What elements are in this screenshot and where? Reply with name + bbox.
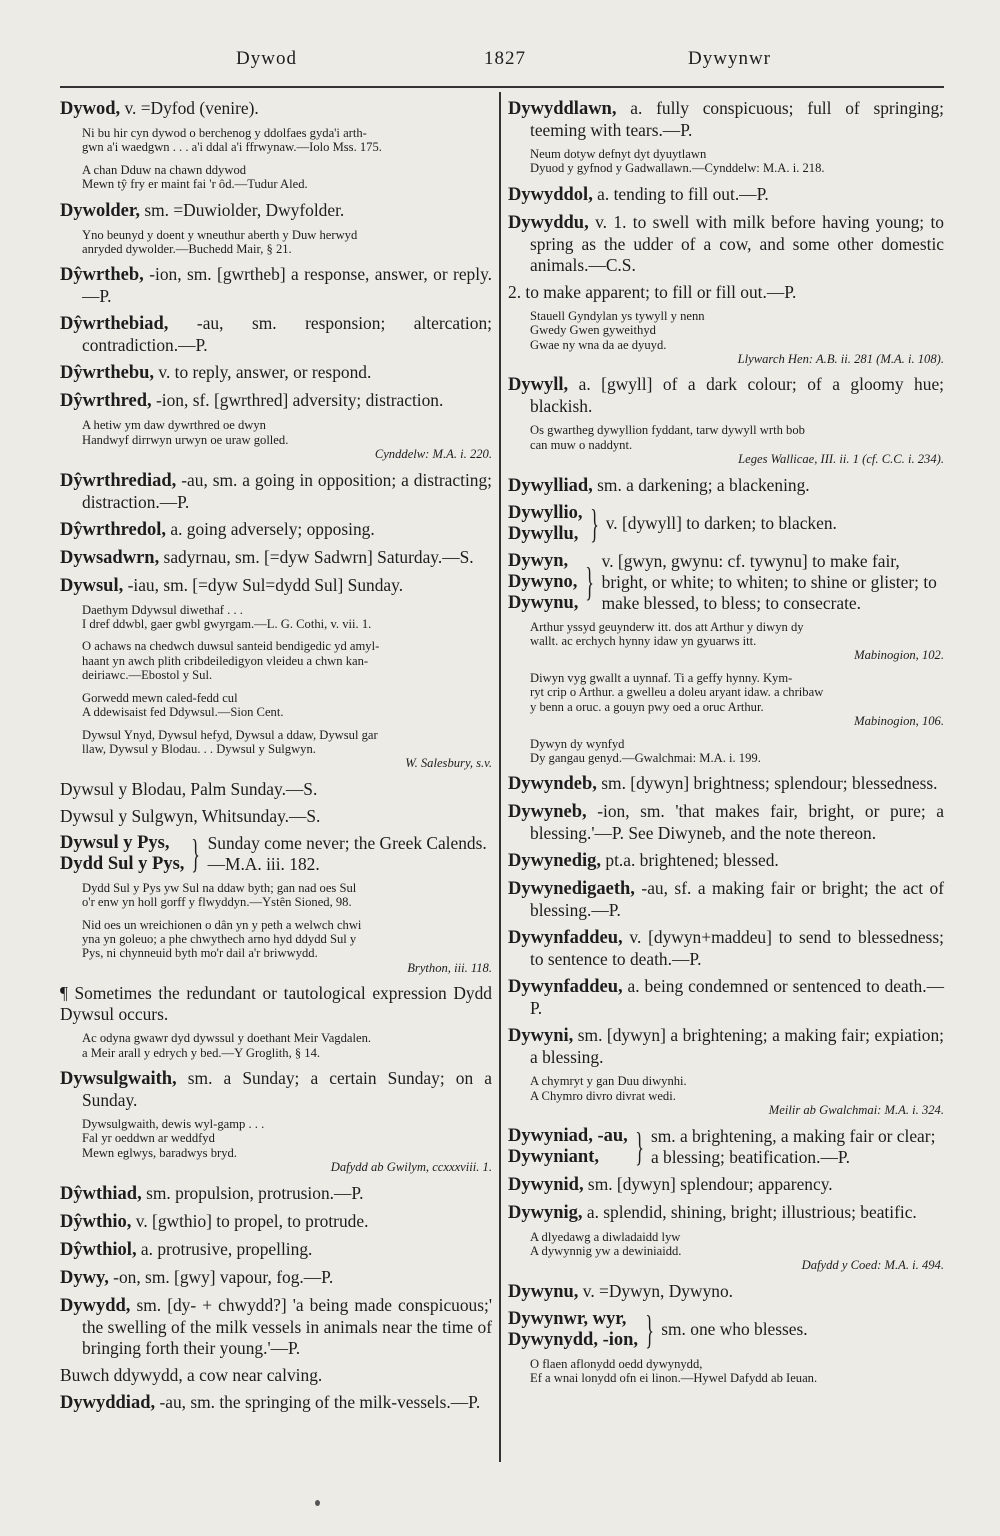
headword: Dŷwrthebu,	[60, 363, 155, 384]
definition: Sunday come never; the Greek Calends.—M.A. iii. 182.	[207, 832, 487, 874]
headword: Dywsul,	[60, 575, 124, 596]
quote-line: Dydd Sul y Pys yw Sul na ddaw byth; gan nad oes Sul	[82, 880, 357, 895]
quote-line: Dywsul Ynyd, Dywsul hefyd, Dywsul a ddaw, Dywsul gar	[82, 727, 378, 742]
dictionary-entry	[508, 850, 944, 872]
quote-source: Brython, iii. 118.	[407, 960, 492, 975]
definition: -ion, sm. 'that makes fair, bright, or pure; a blessing.'—P. See Diwyneb, and the note thereon.	[530, 801, 944, 844]
quote-line: wallt. ac erchych hynny idaw yn gyuarws itt.	[530, 634, 757, 649]
definition: -ion, sf. [gwrthred] adversity; distraction.	[151, 390, 444, 411]
quote-line: A chymryt y gan Duu diwynhi.	[530, 1074, 687, 1089]
dictionary-entry	[508, 282, 944, 303]
dictionary-entry	[508, 184, 944, 206]
quote-line: yna yn goleuo; a phe chwythech arno hyd ddydd Sul y	[82, 931, 357, 946]
quote-line: o'r enw yn holl gorff y flwyddyn.—Ystên Sioned, 98.	[82, 895, 352, 910]
definition: sm. [dywyn] brightness; splendour; blessedness.	[596, 773, 938, 794]
quote-line: A ddewisaist fed Ddywsul.—Sion Cent.	[82, 705, 284, 720]
definition: sm. a darkening; a blackening.	[592, 474, 810, 495]
headword: Dywsul y Pys,	[60, 832, 170, 853]
headword: Dywynu,	[508, 592, 579, 613]
definition: sadyrnau, sm. [=dyw Sadwrn] Saturday.—S.	[159, 546, 474, 567]
citation-quote	[530, 620, 944, 663]
headword: Dywyddlawn,	[508, 99, 617, 119]
definition: a. being condemned or sentenced to death.—P.	[530, 976, 944, 1019]
dictionary-entry	[60, 1068, 492, 1111]
definition: -au, sm. responsion; altercation; contradiction.—P.	[82, 313, 492, 356]
quote-line: O achaws na chedwch duwsul santeid bendigedic yd amyl-	[82, 639, 380, 654]
grouped-entry	[508, 500, 944, 546]
quote-source: Dafydd y Coed: M.A. i. 494.	[801, 1258, 944, 1273]
dictionary-entry	[508, 773, 944, 795]
headword: Dywsulgwaith,	[60, 1068, 177, 1089]
dictionary-entry	[508, 878, 944, 921]
quote-line: haant yn awch plith cribdeiledigyon vleideu a chwn kan-	[82, 653, 369, 668]
quote-line: ryt crip o Arthur. a gwelleu a doleu aryant idaw. a chribaw	[530, 685, 824, 700]
definition: a. protrusive, propelling.	[136, 1238, 313, 1259]
dictionary-entry	[60, 575, 492, 597]
quote-line: A dywynnig yw a dewiniaidd.	[530, 1243, 682, 1258]
quote-source: W. Salesbury, s.v.	[405, 756, 492, 771]
definition: sm. [dywyn] a brightening; a making fair; expiation; a blessing.	[530, 1025, 944, 1068]
quote-line: Pys, ni chynneuid byth mo'r dail a'r briwwydd.	[82, 946, 318, 961]
dictionary-entry	[60, 547, 492, 569]
page-header	[60, 48, 944, 76]
quote-line: Ac odyna gwawr dyd dywssul y doethant Meir Vagdalen.	[82, 1031, 372, 1046]
dictionary-entry	[60, 390, 492, 412]
dictionary-entry	[508, 976, 944, 1019]
headword: Dŷwrthred,	[60, 391, 152, 412]
grouped-entry	[60, 830, 492, 876]
quote-line: Nid oes un wreichionen o dân yn y peth a welwch chwi	[82, 917, 362, 932]
definition: v. [gwyn, gwynu: cf. tywynu] to make fair, bright, or white; to whiten; to shine or glister; to make blessed, to bless; to consecrate.	[601, 550, 937, 613]
dictionary-entry	[60, 470, 492, 513]
grouped-headwords	[508, 1309, 638, 1351]
dictionary-entry	[60, 779, 492, 800]
citation-quote	[82, 603, 492, 632]
brace-symbol: }	[635, 1123, 644, 1169]
headword: Dywynfaddeu,	[508, 977, 623, 998]
definition: sm. a Sunday; a certain Sunday; on a Sunday.	[82, 1067, 492, 1110]
quote-line: Mewn eglwys, baradwys bryd.	[82, 1145, 237, 1160]
definition: Dywsul y Blodau, Palm Sunday.—S.	[60, 778, 318, 799]
quote-line: Dyuod y gyfnod y Gadwallawn.—Cynddelw: M.A. i. 218.	[530, 161, 825, 176]
quote-line: Fal yr oeddwn ar weddfyd	[82, 1131, 215, 1146]
citation-quote	[82, 418, 492, 461]
citation-quote	[82, 728, 492, 771]
quote-line: can muw o naddynt.	[530, 437, 633, 452]
headword: Dywyllio,	[508, 502, 583, 523]
headword: Dŷwthiol,	[60, 1239, 137, 1260]
headword: Dywyll,	[508, 375, 569, 396]
headword: Dywyneb,	[508, 802, 587, 823]
citation-quote	[530, 423, 944, 466]
quote-line: A Chymro divro divrat wedi.	[530, 1088, 676, 1103]
definition: sm. =Duwiolder, Dwyfolder.	[140, 199, 345, 220]
definition: v. =Dywyn, Dywyno.	[578, 1280, 733, 1301]
headword: Dywynfaddeu,	[508, 928, 623, 949]
headword: Dywylliad,	[508, 475, 593, 496]
dictionary-entry	[60, 1365, 492, 1386]
dictionary-entry	[508, 1025, 944, 1068]
quote-source: Meilir ab Gwalchmai: M.A. i. 324.	[768, 1103, 944, 1118]
brace-symbol: }	[645, 1306, 654, 1352]
definition: v. [gwthio] to propel, to protrude.	[131, 1210, 369, 1231]
definition: sm. a brightening, a making fair or clear; a blessing; beatification.—P.	[650, 1125, 936, 1167]
headword: Dywyno,	[508, 571, 578, 592]
headword: Dywyddu,	[508, 212, 589, 233]
quote-line: Daethym Ddywsul diwethaf . . .	[82, 602, 243, 617]
headword: Dŷwrthrediad,	[60, 470, 177, 491]
citation-quote	[82, 639, 492, 682]
quote-line: Mewn tŷ fry er maint fai 'r ôd.—Tudur Aled.	[82, 177, 308, 192]
quote-line: Yno beunyd y doent y wneuthur aberth y Duw herwyd	[82, 227, 358, 242]
quote-line: Dy gangau genyd.—Gwalchmai: M.A. i. 199.	[530, 750, 761, 765]
headword: Dŷwrthebiad,	[60, 314, 169, 335]
headword: Dŷwrthredol,	[60, 519, 167, 540]
quote-line: Dywyn dy wynfyd	[530, 736, 625, 751]
definition: a. tending to fill out.—P.	[592, 183, 769, 204]
dictionary-entry	[508, 801, 944, 844]
dictionary-entry	[60, 1239, 492, 1261]
definition: -on, sm. [gwy] vapour, fog.—P.	[108, 1266, 334, 1287]
dictionary-entry	[60, 98, 492, 120]
citation-quote	[82, 163, 492, 192]
headword: Dywydd,	[60, 1295, 131, 1316]
definition: v. [dywyll] to darken; to blacken.	[605, 513, 837, 534]
dictionary-entry	[508, 1174, 944, 1196]
grouped-entry	[508, 1123, 944, 1169]
running-head-right: Dywynwr	[688, 48, 771, 69]
citation-quote	[530, 737, 944, 766]
quote-line: a Meir arall y edrych y bed.—Y Groglith, § 14.	[82, 1045, 321, 1060]
quote-line: Gorwedd mewn caled-fedd cul	[82, 690, 238, 705]
definition: pt.a. brightened; blessed.	[601, 850, 779, 871]
dictionary-entry	[60, 519, 492, 541]
brace-symbol: }	[585, 559, 595, 605]
dictionary-entry	[508, 1281, 944, 1303]
quote-source: Mabinogion, 102.	[854, 648, 944, 663]
ink-dot	[315, 1500, 320, 1506]
definition: -au, sm. the springing of the milk-vessels.—P.	[155, 1391, 481, 1412]
quote-line: Stauell Gyndylan ys tywyll y nenn	[530, 308, 705, 323]
headword: Dywyndeb,	[508, 774, 597, 795]
dictionary-entry	[508, 475, 944, 497]
citation-quote	[82, 126, 492, 155]
dictionary-entry	[60, 1267, 492, 1289]
dictionary-entry	[60, 200, 492, 222]
citation-quote	[530, 1230, 944, 1273]
dictionary-entry	[508, 374, 944, 417]
column-divider	[499, 92, 501, 1462]
citation-quote	[82, 1031, 492, 1060]
quote-line: llaw, Dywsul y Blodau. . . Dywsul y Sulgwyn.	[82, 741, 316, 756]
definition: Dywsul y Sulgwyn, Whitsunday.—S.	[60, 805, 321, 826]
dictionary-entry	[60, 1211, 492, 1233]
headword: Dywsadwrn,	[60, 547, 160, 568]
quote-line: A chan Dduw na chawn ddywod	[82, 162, 247, 177]
definition: a. [gwyll] of a dark colour; of a gloomy hue; blackish.	[530, 374, 944, 417]
grouped-headwords	[508, 551, 578, 614]
grouped-entry	[508, 551, 944, 614]
grouped-entry	[508, 1306, 944, 1352]
quote-line: Gwae ny wna da ae dyuyd.	[530, 337, 667, 352]
definition: -au, sf. a making fair or bright; the act of blessing.—P.	[530, 878, 944, 921]
definition: -au, sm. a going in opposition; a distracting; distraction.—P.	[82, 469, 492, 512]
definition: v. [dywyn+maddeu] to send to blessedness; to sentence to death.—P.	[530, 927, 944, 970]
left-column	[60, 98, 492, 1420]
quote-line: Gwedy Gwen gyweithyd	[530, 323, 656, 338]
quote-line: Arthur yssyd geuynderw itt. dos att Arthur y diwyn dy	[530, 619, 804, 634]
headword: Dydd Sul y Pys,	[60, 853, 185, 874]
dictionary-entry	[60, 264, 492, 307]
usage-note: ¶ Sometimes the redundant or tautological expression Dydd Dywsul occurs.	[60, 983, 492, 1025]
quote-source: Llywarch Hen: A.B. ii. 281 (M.A. i. 108).	[737, 352, 944, 367]
headword: Dywynid,	[508, 1174, 584, 1195]
definition: sm. [dy- + chwydd?] 'a being made conspicuous;' the swelling of the milk vessels in animals near the time of bringing forth their young.'—P.	[82, 1294, 492, 1358]
headword: Dywolder,	[60, 200, 140, 221]
headword: Dŷwrtheb,	[60, 265, 144, 286]
headword: Dywyddiad,	[60, 1392, 156, 1413]
headword: Dywyni,	[508, 1026, 574, 1047]
quote-line: Neum dotyw defnyt dyt dyuytlawn	[530, 147, 707, 161]
headword: Dywod,	[60, 99, 121, 119]
dictionary-entry	[508, 927, 944, 970]
quote-source: Leges Wallicae, III. ii. 1 (cf. C.C. i. 234).	[738, 452, 944, 467]
definition: a. fully conspicuous; full of springing; teeming with tears.—P.	[530, 98, 944, 140]
quote-line: anryded dywolder.—Buchedd Mair, § 21.	[82, 242, 292, 257]
headword: Dywynwr, wyr,	[508, 1308, 627, 1329]
quote-line: O flaen aflonydd oedd dywynydd,	[530, 1356, 703, 1371]
dictionary-entry	[60, 806, 492, 827]
quote-line: Ef a wnai lonydd ofn ei linon.—Hywel Dafydd ab Ieuan.	[530, 1371, 818, 1386]
dictionary-entry	[508, 98, 944, 141]
header-rule	[60, 86, 944, 88]
definition: sm. propulsion, protrusion.—P.	[141, 1182, 364, 1203]
dictionary-entry	[60, 362, 492, 384]
citation-quote	[530, 1074, 944, 1117]
citation-quote	[530, 147, 944, 176]
headword: Dywynedig,	[508, 851, 602, 872]
quote-line: Diwyn vyg gwallt a uynnaf. Ti a geffy hynny. Kym-	[530, 670, 793, 685]
definition: v. to reply, answer, or respond.	[154, 362, 372, 383]
headword: Dywyniant,	[508, 1146, 599, 1167]
definition: a. splendid, shining, bright; illustrious; beatific.	[582, 1201, 917, 1222]
quote-source: Mabinogion, 106.	[854, 714, 944, 729]
definition: a. going adversely; opposing.	[166, 518, 375, 539]
definition: -iau, sm. [=dyw Sul=dydd Sul] Sunday.	[123, 574, 404, 595]
quote-line: Dywsulgwaith, dewis wyl-gamp . . .	[82, 1116, 265, 1131]
citation-quote	[82, 881, 492, 910]
quote-line: Os gwartheg dywyllion fyddant, tarw dywyll wrth bob	[530, 423, 805, 438]
citation-quote	[82, 918, 492, 976]
dictionary-entry	[60, 313, 492, 356]
headword: Dywynig,	[508, 1202, 583, 1223]
citation-quote	[82, 691, 492, 720]
definition: sm. one who blesses.	[661, 1319, 808, 1340]
grouped-headwords	[60, 833, 184, 875]
quote-line: A dlyedawg a diwladaidd lyw	[530, 1229, 681, 1244]
dictionary-entry	[508, 212, 944, 276]
quote-line: Handwyf dirrwyn urwyn oe uraw golled.	[82, 432, 289, 447]
definition: 2. to make apparent; to fill or fill out.—P.	[508, 281, 797, 302]
definition: v. =Dyfod (venire).	[120, 98, 259, 118]
quote-source: Cynddelw: M.A. i. 220.	[374, 447, 492, 462]
page-number: 1827	[484, 48, 526, 69]
citation-quote	[82, 1117, 492, 1175]
headword: Dywynedigaeth,	[508, 879, 635, 900]
right-column	[508, 98, 944, 1394]
headword: Dywyllu,	[508, 523, 579, 544]
headword: Dywy,	[60, 1267, 109, 1288]
brace-symbol: }	[191, 830, 201, 876]
quote-source: Dafydd ab Gwilym, ccxxxviii. 1.	[330, 1160, 492, 1175]
headword: Dŷwthio,	[60, 1211, 132, 1232]
quote-line: y benn a oruc. a gouyn pwy oed a oruc Arthur.	[530, 699, 764, 714]
citation-quote	[530, 309, 944, 367]
quote-line: A hetiw ym daw dywrthred oe dwyn	[82, 418, 266, 433]
definition: -ion, sm. [gwrtheb] a response, answer, or reply.—P.	[82, 264, 492, 307]
definition: sm. [dywyn] splendour; apparency.	[583, 1173, 833, 1194]
citation-quote	[530, 1357, 944, 1386]
definition: v. 1. to swell with milk before having young; to spring as the udder of a cow, and some other domestic animals.—C.S.	[530, 211, 944, 275]
brace-symbol: }	[589, 500, 599, 546]
grouped-headwords	[508, 1126, 628, 1168]
dictionary-entry	[60, 1183, 492, 1205]
citation-quote	[82, 228, 492, 257]
grouped-headwords	[508, 503, 583, 545]
headword: Dŷwthiad,	[60, 1183, 142, 1204]
definition: Buwch ddywydd, a cow near calving.	[60, 1364, 323, 1385]
headword: Dywynu,	[508, 1281, 579, 1302]
quote-line: Ni bu hir cyn dywod o berchenog y ddolfaes gyda'i arth-	[82, 126, 367, 140]
dictionary-entry	[60, 1295, 492, 1359]
dictionary-entry	[60, 1392, 492, 1414]
headword: Dywynydd, -ion,	[508, 1329, 639, 1350]
running-head-left: Dywod	[236, 48, 297, 69]
quote-line: gwn a'i waedgwn . . . a'i ddal a'i ffrwynaw.—Iolo Mss. 175.	[82, 140, 382, 155]
headword: Dywyniad, -au,	[508, 1125, 628, 1146]
quote-line: deiriawc.—Ebostol y Sul.	[82, 668, 213, 683]
citation-quote	[530, 671, 944, 729]
headword: Dywyddol,	[508, 184, 593, 205]
quote-line: I dref ddwbl, gaer gwbl gwyrgam.—L. G. Cothi, v. vii. 1.	[82, 617, 372, 632]
dictionary-entry	[508, 1202, 944, 1224]
headword: Dywyn,	[508, 550, 569, 571]
